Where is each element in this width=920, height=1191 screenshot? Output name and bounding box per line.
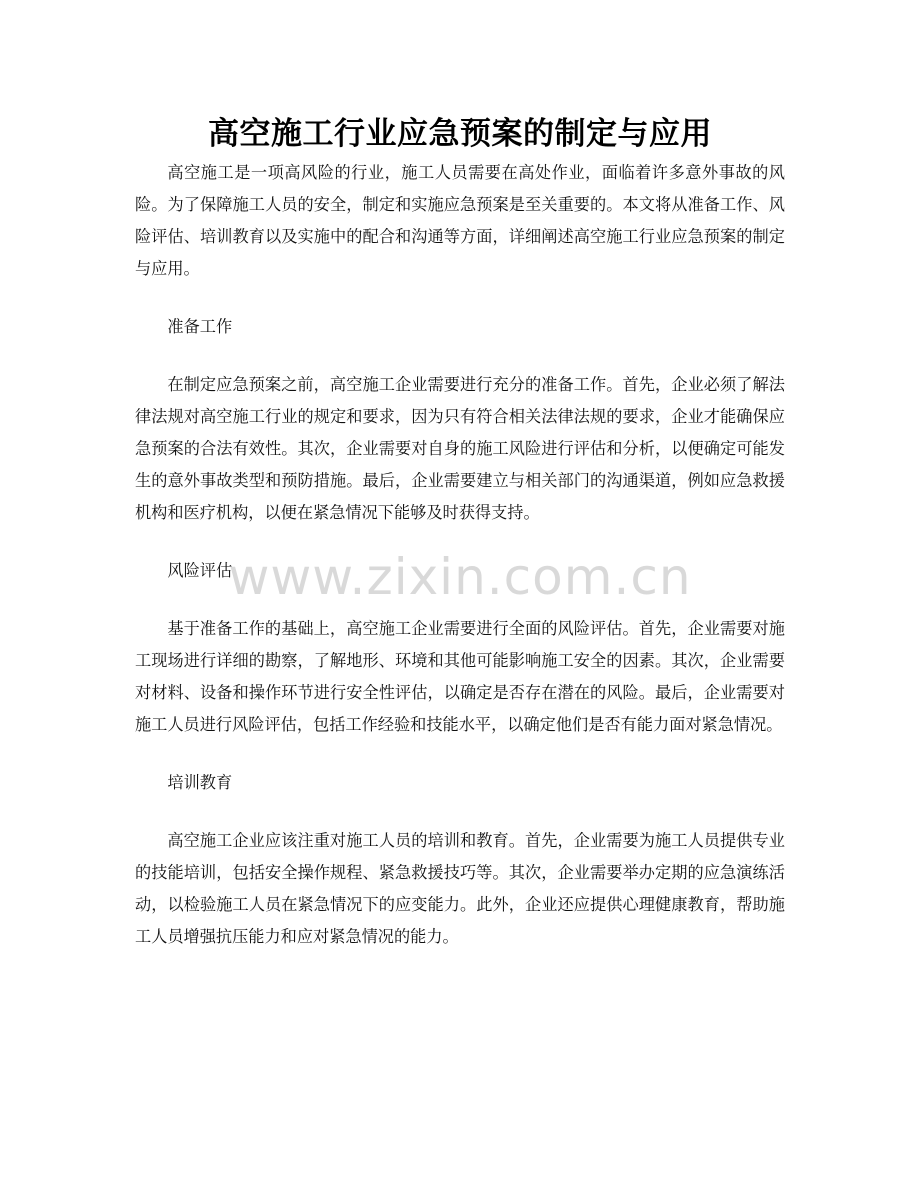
section-heading-risk-assessment: 风险评估	[167, 561, 233, 580]
section-body-training: 高空施工企业应该注重对施工人员的培训和教育。首先，企业需要为施工人员提供专业的技能培训，包括安全操作规程、紧急救援技巧等。其次，企业需要举办定期的应急演练活动，以检验施工人员在紧急情况下的应变能力。此外，企业还应提供心理健康教育，帮助施工人员增强抗压能力和应对紧急情况的能力。	[135, 831, 785, 946]
watermark: www.zixin.com.cn	[228, 548, 692, 606]
section-heading-training: 培训教育	[167, 773, 233, 792]
document-body	[135, 157, 785, 979]
section-body-preparation: 在制定应急预案之前，高空施工企业需要进行充分的准备工作。首先，企业必须了解法律法规对高空施工行业的规定和要求，因为只有符合相关法律法规的要求，企业才能确保应急预案的合法有效性。其次，企业需要对自身的施工风险进行评估和分析，以便确定可能发生的意外事故类型和预防措施。最后，企业需要建立与相关部门的沟通渠道，例如应急救援机构和医疗机构，以便在紧急情况下能够及时获得支持。	[135, 375, 785, 522]
section-body-risk-assessment: 基于准备工作的基础上，高空施工企业需要进行全面的风险评估。首先，企业需要对施工现场进行详细的勘察，了解地形、环境和其他可能影响施工安全的因素。其次，企业需要对材料、设备和操作环节进行安全性评估，以确定是否存在潜在的风险。最后，企业需要对施工人员进行风险评估，包括工作经验和技能水平，以确定他们是否有能力面对紧急情况。	[135, 619, 785, 734]
document-title: 高空施工行业应急预案的制定与应用	[208, 116, 712, 152]
section-heading-preparation: 准备工作	[167, 317, 233, 336]
intro-paragraph: 高空施工是一项高风险的行业，施工人员需要在高处作业，面临着许多意外事故的风险。为了保障施工人员的安全，制定和实施应急预案是至关重要的。本文将从准备工作、风险评估、培训教育以及实施中的配合和沟通等方面，详细阐述高空施工行业应急预案的制定与应用。	[135, 163, 785, 278]
